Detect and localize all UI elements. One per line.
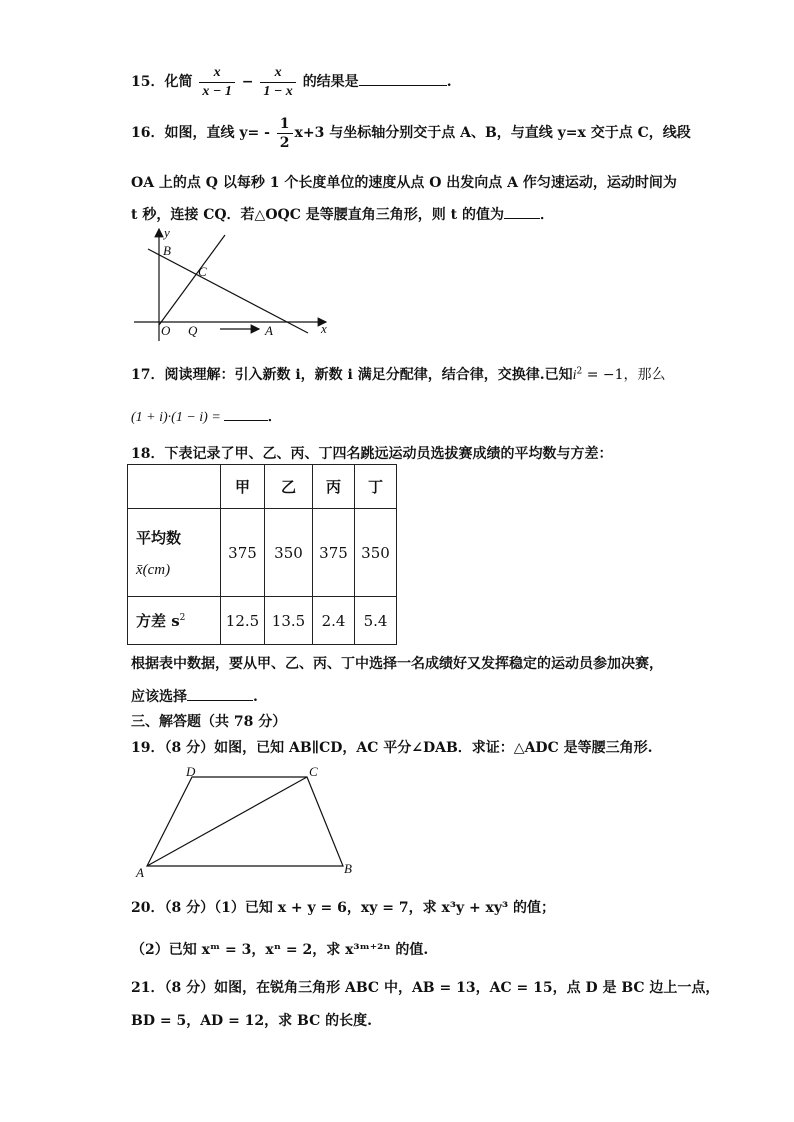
score-table <box>127 464 397 645</box>
mean-jia: 375 <box>221 509 265 597</box>
question-16-line-3: t 秒，连接 CQ．若△OQC 是等腰直角三角形，则 t 的值为 ． <box>131 204 554 224</box>
var-jia: 12.5 <box>221 597 265 645</box>
label-x: x <box>321 321 327 336</box>
diagonal-ac <box>147 777 307 866</box>
label-B: B <box>163 243 171 258</box>
label-A: A <box>265 323 273 338</box>
var-yi: 13.5 <box>265 597 313 645</box>
label-D: D <box>186 764 196 779</box>
question-20-part-1: 20．（8 分）（1）已知 x + y = 6，xy = 7，求 x³y + xy³ 的值； <box>131 900 556 916</box>
question-21-line-1: 21．（8 分）如图，在锐角三角形 ABC 中，AB = 13，AC = 15，点 D 是 BC 边上一点， <box>131 980 720 996</box>
question-19: 19．（8 分）如图，已知 AB∥CD，AC 平分∠DAB．求证：△ADC 是等腰三角形. <box>131 740 653 756</box>
fraction-half: $\frac{1}{2}$ <box>277 115 293 152</box>
header-empty <box>128 465 221 509</box>
label-A: A <box>136 865 144 880</box>
answer-blank-15[interactable] <box>359 71 447 86</box>
header-yi: 乙 <box>265 465 313 509</box>
question-21-line-2: BD = 5，AD = 12，求 BC 的长度. <box>131 1013 373 1029</box>
trapezoid-abcd <box>147 777 343 866</box>
question-18-after-1: 根据表中数据，要从甲、乙、丙、丁中选择一名成绩好又发挥稳定的运动员参加决赛， <box>131 656 663 672</box>
question-16-line-1: 16．如图，直线 y= - $\frac{1}{2}$ x+3 与坐标轴分别交于点 A、B，与直线 y=x 交于点 C，线段 <box>131 115 691 151</box>
answer-blank-16[interactable] <box>504 204 540 219</box>
figure-16-graph <box>128 225 338 343</box>
variance-label-cell: 方差 $s^2$ <box>128 597 221 645</box>
question-18-after-2: 应该选择 . <box>131 686 258 706</box>
section-3-heading: 三、解答题（共 78 分） <box>131 714 287 730</box>
label-B: B <box>344 861 352 876</box>
question-20-part-2: （2）已知 xᵐ = 3，xⁿ = 2，求 x³ᵐ⁺²ⁿ 的值. <box>131 942 429 958</box>
question-16-line-2: OA 上的点 Q 以每秒 1 个长度单位的速度从点 O 出发向点 A 作匀速运动，运动时间为 <box>131 175 677 191</box>
label-O: O <box>161 323 171 338</box>
label-y: y <box>164 225 170 240</box>
answer-blank-18[interactable] <box>187 686 253 701</box>
mean-yi: 350 <box>265 509 313 597</box>
var-ding: 5.4 <box>355 597 397 645</box>
mean-label-cell: 平均数 x̄(cm) <box>128 509 221 597</box>
label-C: C <box>309 764 318 779</box>
var-bing: 2.4 <box>313 597 355 645</box>
answer-blank-17[interactable] <box>224 406 268 421</box>
mean-bing: 375 <box>313 509 355 597</box>
figure-19-trapezoid <box>130 764 360 880</box>
mean-ding: 350 <box>355 509 397 597</box>
label-Q: Q <box>188 323 198 338</box>
question-15: 15．化简 $\frac{x}{x - 1}$ − $\frac{x}{1 - x}$ 的结果是 . <box>131 64 452 99</box>
fraction-2: $\frac{x}{1 - x}$ <box>260 64 295 101</box>
header-ding: 丁 <box>355 465 397 509</box>
label-C: C <box>198 264 207 279</box>
header-jia: 甲 <box>221 465 265 509</box>
line-ab <box>148 249 308 333</box>
fraction-1: $\frac{x}{x - 1}$ <box>199 64 234 101</box>
question-17-line-2: (1 + i)·(1 − i) = ． <box>131 406 282 426</box>
question-17-line-1: 17．阅读理解：引入新数 i，新数 i 满足分配律，结合律，交换律.已知$i^2 = -1$，那么 <box>131 366 666 383</box>
header-bing: 丙 <box>313 465 355 509</box>
question-18-intro: 18．下表记录了甲、乙、丙、丁四名跳远运动员选拔赛成绩的平均数与方差： <box>131 446 613 462</box>
